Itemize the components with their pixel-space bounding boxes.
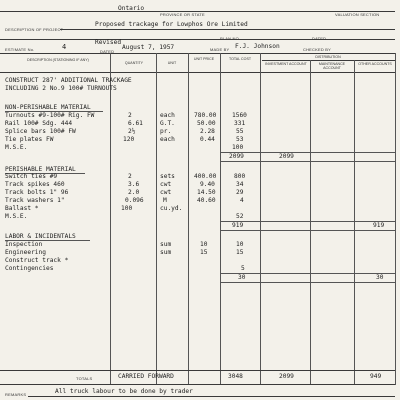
section-title: PERISHABLE MATERIAL xyxy=(5,166,76,173)
section-title: LABOR & INCIDENTALS xyxy=(5,233,76,240)
remarks-value: All truck labour to be done by trader xyxy=(55,388,193,395)
total-investment-value: 2099 xyxy=(279,373,294,380)
province-label: PROVINCE OR STATE xyxy=(160,12,205,17)
table-row: Turnouts #9-100# Rig. FW 2 each 780.00 1560 xyxy=(5,112,247,119)
project-value: Proposed trackage for Lowphos Ore Limited xyxy=(95,21,248,28)
col-unit: UNIT xyxy=(167,61,177,65)
subtotal-row: 919 919 xyxy=(232,222,385,229)
dated-label: DATED xyxy=(312,36,327,41)
dated2-label: DATED xyxy=(100,49,115,54)
subtotal-row: 2099 2099 xyxy=(229,153,294,160)
made-by-label: MADE BY xyxy=(210,47,230,52)
project-label: DESCRIPTION OF PROJECT xyxy=(5,27,64,32)
totals-label: TOTALS xyxy=(76,376,93,381)
checked-label: CHECKED BY xyxy=(303,47,332,52)
carried-forward: CARRIED FORWARD xyxy=(118,373,174,380)
made-by-value: F.J. Johnson xyxy=(235,43,280,50)
table-row: Track washers 1" 0.096 M 40.60 4 xyxy=(5,197,244,204)
table-row: Ballast * 100 cu.yd. xyxy=(5,205,183,212)
table-row: Switch ties #9 2 sets 400.00 800 xyxy=(5,173,246,180)
table-row: Rail 100# Sdg. 444 6.61 G.T. 50.00 331 xyxy=(5,120,246,127)
table-row: Track spikes 460 3.6 cwt 9.40 34 xyxy=(5,181,244,188)
table-row: Construct track * xyxy=(5,257,69,264)
col-maintenance: MAINTENANCE ACCOUNT xyxy=(318,62,346,71)
estimate-label: ESTIMATE No. xyxy=(5,47,35,52)
col-investment: INVESTMENT ACCOUNT xyxy=(265,62,307,66)
col-description: DESCRIPTION (STATIONING IF ANY) xyxy=(27,58,89,62)
subtotal-row: 30 30 xyxy=(238,274,384,281)
table-row: Track bolts 1" 96 2.0 cwt 14.50 29 xyxy=(5,189,244,196)
estimate-number: 4 xyxy=(62,43,67,51)
province-value: Ontario xyxy=(118,5,145,12)
table-row: M.S.E. 100 xyxy=(5,144,244,151)
col-other: OTHER ACCOUNTS xyxy=(358,62,392,66)
intro-line-1: CONSTRUCT 287' ADDITIONAL TRACKAGE xyxy=(5,77,132,84)
dated2-value: August 7, 1957 xyxy=(122,44,175,51)
table-row: Tie plates FW 120 each 0.44 53 xyxy=(5,136,244,143)
plan-label: PLAN NO. xyxy=(220,36,241,41)
table-row: M.S.E. 52 xyxy=(5,213,244,220)
col-total-cost: TOTAL COST xyxy=(228,57,252,61)
total-cost-value: 3048 xyxy=(228,373,243,380)
section-title: NON-PERISHABLE MATERIAL xyxy=(5,104,91,111)
table-row: Engineering sum 15 15 xyxy=(5,249,244,256)
col-quantity: QUANTITY xyxy=(124,61,144,65)
col-distribution: DISTRIBUTION xyxy=(315,55,341,59)
intro-line-2: INCLUDING 2 No.9 100# TURNOUTS xyxy=(5,85,117,92)
col-unit-price: UNIT PRICE xyxy=(193,57,215,61)
total-other-value: 949 xyxy=(370,373,382,380)
table-row: Inspection sum 10 10 xyxy=(5,241,244,248)
revised-label: Revised xyxy=(95,39,122,46)
table-row: Contingencies 5 xyxy=(5,265,245,272)
table-row: Splice bars 100# FW 2½ pr. 2.28 55 xyxy=(5,128,244,135)
remarks-label: REMARKS xyxy=(5,392,27,397)
valuation-label: VALUATION SECTION xyxy=(335,12,380,17)
